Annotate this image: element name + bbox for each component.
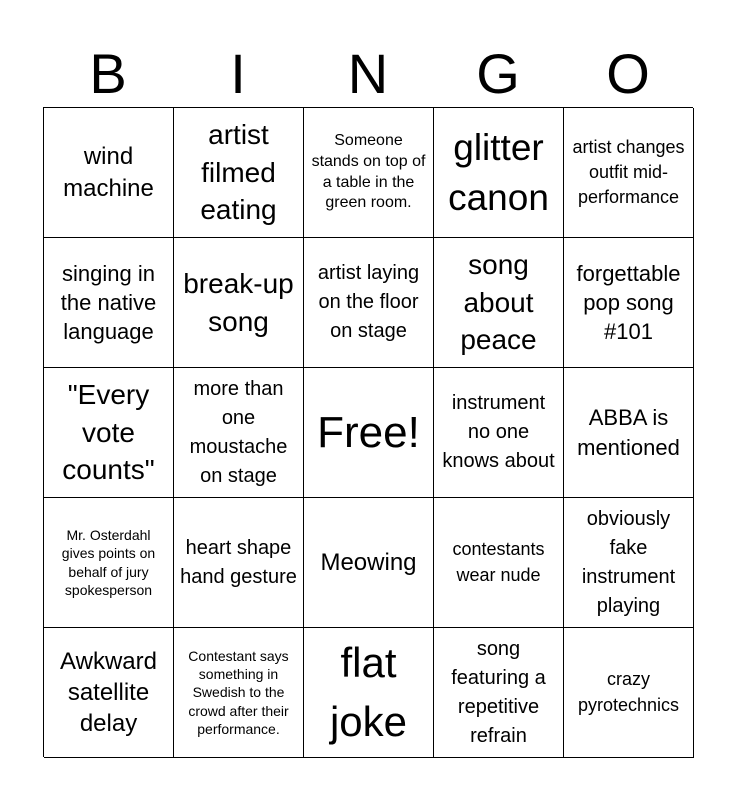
bingo-header: [43, 40, 693, 108]
bingo-cell[interactable]: [304, 238, 434, 368]
bingo-cell[interactable]: [174, 498, 304, 628]
header-letter-i: I: [230, 42, 246, 105]
cell-text: Meowing: [320, 548, 417, 576]
bingo-cell[interactable]: [304, 628, 434, 758]
cell-text: glitter canon: [448, 126, 549, 218]
cell-text: more than one moustache on stage: [189, 377, 288, 487]
bingo-cell[interactable]: [564, 238, 694, 368]
bingo-cell[interactable]: [174, 628, 304, 758]
bingo-cell[interactable]: [174, 238, 304, 368]
bingo-cell[interactable]: [44, 498, 174, 628]
bingo-cell[interactable]: [434, 238, 564, 368]
header-letter-n: N: [347, 42, 389, 105]
cell-text: crazy pyrotechnics: [577, 669, 680, 715]
bingo-card: [43, 107, 693, 757]
cell-text: song featuring a repetitive refrain: [451, 637, 546, 747]
cell-text: break-up song: [183, 267, 294, 337]
cell-text: Mr. Osterdahl gives points on behalf of jury spokesperson: [61, 527, 156, 598]
cell-text: flat joke: [329, 638, 408, 745]
bingo-cell[interactable]: [564, 498, 694, 628]
bingo-cell[interactable]: [44, 368, 174, 498]
cell-text: obviously fake instrument playing: [581, 507, 676, 617]
bingo-cell[interactable]: [44, 238, 174, 368]
cell-text: song about peace: [460, 248, 537, 356]
bingo-cell free-space[interactable]: [304, 368, 434, 498]
bingo-cell[interactable]: [174, 368, 304, 498]
bingo-cell[interactable]: [434, 498, 564, 628]
cell-text: Someone stands on top of a table in the green room.: [311, 131, 426, 212]
header-letter-b: B: [89, 42, 127, 105]
cell-text: artist changes outfit mid-performance: [572, 136, 685, 208]
cell-text: singing in the native language: [60, 260, 157, 345]
cell-text: forgettable pop song #101: [576, 260, 681, 345]
cell-text: wind machine: [63, 143, 154, 202]
cell-text: artist filmed eating: [200, 118, 277, 226]
cell-text: Free!: [317, 407, 420, 457]
bingo-cell[interactable]: [564, 368, 694, 498]
bingo-cell[interactable]: [434, 368, 564, 498]
bingo-cell[interactable]: [434, 628, 564, 758]
cell-text: Contestant says something in Swedish to the crowd after their performance.: [188, 648, 289, 737]
bingo-cell[interactable]: [174, 108, 304, 238]
header-letter-o: O: [606, 42, 650, 105]
cell-text: heart shape hand gesture: [180, 536, 297, 588]
bingo-cell[interactable]: [44, 628, 174, 758]
cell-text: instrument no one knows about: [442, 392, 555, 472]
bingo-cell[interactable]: [304, 498, 434, 628]
bingo-cell[interactable]: [564, 628, 694, 758]
header-letter-g: G: [476, 42, 520, 105]
bingo-cell[interactable]: [44, 108, 174, 238]
bingo-cell[interactable]: [434, 108, 564, 238]
cell-text: "Every vote counts": [62, 378, 155, 486]
cell-text: contestants wear nude: [452, 539, 545, 585]
cell-text: Awkward satellite delay: [60, 647, 157, 738]
cell-text: ABBA is mentioned: [577, 405, 680, 460]
bingo-cell[interactable]: [564, 108, 694, 238]
bingo-cell[interactable]: [304, 108, 434, 238]
cell-text: artist laying on the floor on stage: [317, 262, 420, 342]
